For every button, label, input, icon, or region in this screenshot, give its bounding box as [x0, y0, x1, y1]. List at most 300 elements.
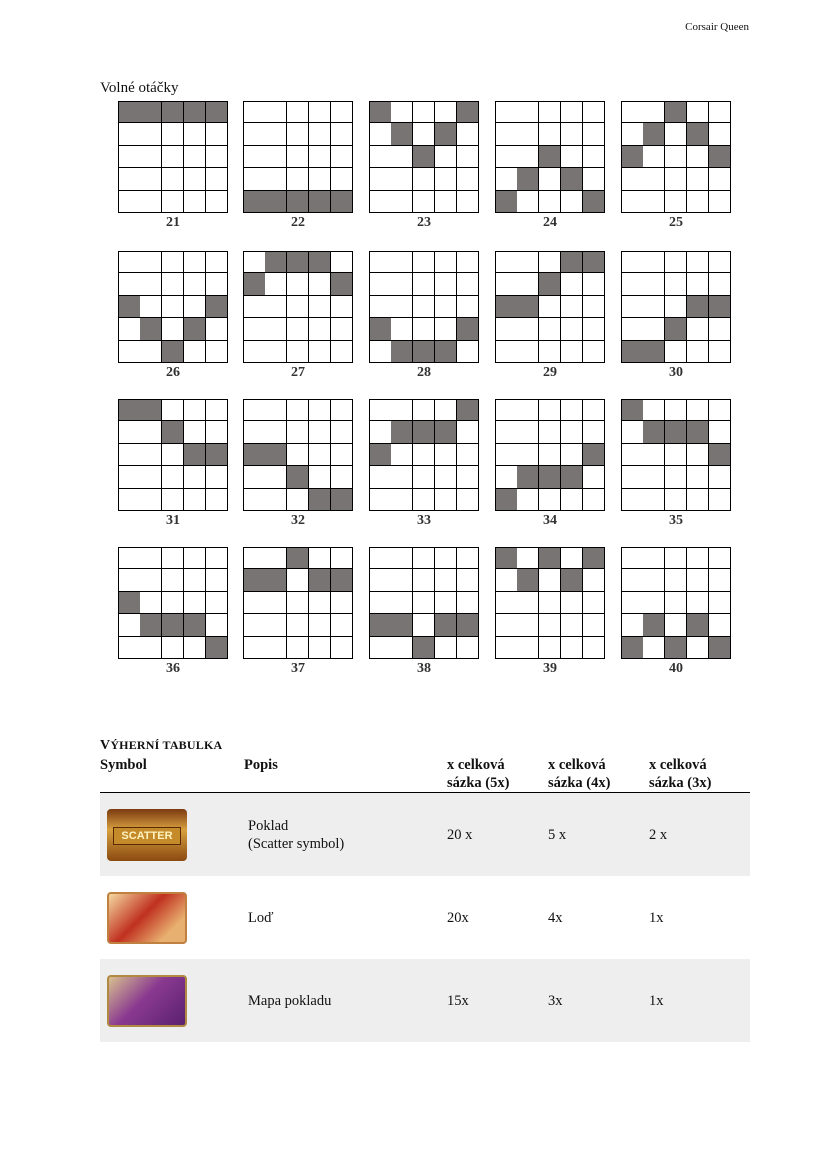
symbol-name: Poklad [248, 817, 289, 834]
payline-cell-active [184, 444, 206, 466]
payline-grid-39 [495, 547, 605, 659]
payline-cell [517, 273, 539, 295]
payline-cell [457, 191, 479, 213]
payline-cell-active [621, 146, 644, 168]
payline-cell-active [140, 614, 162, 636]
payline-cell-active [391, 123, 413, 145]
payline-cell-active [162, 421, 184, 443]
payline-cell-active [495, 191, 518, 213]
payline-cell-active [243, 273, 266, 295]
payline-cell [687, 637, 709, 659]
payline-cell [517, 146, 539, 168]
payline-cell [369, 466, 392, 488]
payline-cell-active [643, 123, 665, 145]
payline-cell [243, 489, 266, 511]
payline-cell [265, 101, 287, 123]
payline-cell [118, 168, 141, 190]
payline-cell [435, 318, 457, 340]
payline-cell [495, 637, 518, 659]
payline-cell [118, 489, 141, 511]
payline-cell [561, 341, 583, 363]
payline-cell-active [709, 296, 731, 318]
payline-cell [621, 168, 644, 190]
payline-cell [309, 101, 331, 123]
payline-cell [331, 146, 353, 168]
payline-cell-active [561, 466, 583, 488]
payline-cell [539, 191, 561, 213]
payline-cell-active [539, 146, 561, 168]
payline-cell [435, 273, 457, 295]
payline-cell [539, 489, 561, 511]
table-row [100, 959, 750, 1042]
payline-cell [265, 146, 287, 168]
payline-cell [391, 318, 413, 340]
payline-cell [391, 273, 413, 295]
payline-cell [413, 444, 435, 466]
payline-cell [369, 489, 392, 511]
payline-cell [517, 614, 539, 636]
payline-cell [561, 444, 583, 466]
payline-cell [331, 637, 353, 659]
payline-cell-active [391, 341, 413, 363]
payline-cell-active [517, 569, 539, 591]
payline-cell [517, 101, 539, 123]
payline-grid-21 [118, 101, 228, 213]
payline-cell [583, 466, 605, 488]
payline-cell [287, 444, 309, 466]
payline-cell [184, 592, 206, 614]
payline-cell-active [391, 614, 413, 636]
payline-number: 25 [669, 215, 683, 230]
payline-cell [162, 547, 184, 569]
payline-cell [495, 592, 518, 614]
payline-cell [495, 421, 518, 443]
payline-cell [665, 466, 687, 488]
payline-cell [539, 101, 561, 123]
payline-cell [687, 592, 709, 614]
payline-cell-active [184, 614, 206, 636]
payline-number: 35 [669, 513, 683, 528]
payline-cell [369, 168, 392, 190]
payline-cell-active [309, 569, 331, 591]
payline-cell-active [457, 399, 479, 421]
payline-cell [369, 296, 392, 318]
payline-cell [643, 101, 665, 123]
payline-cell [309, 614, 331, 636]
payline-number: 39 [543, 661, 557, 676]
payline-cell [265, 637, 287, 659]
payline-cell [162, 318, 184, 340]
payline-cell [539, 444, 561, 466]
payline-cell [118, 444, 141, 466]
payline-cell [643, 273, 665, 295]
payline-cell-active [435, 421, 457, 443]
payline-cell [184, 547, 206, 569]
payline-cell [665, 399, 687, 421]
payline-cell [457, 592, 479, 614]
payline-cell-active [621, 399, 644, 421]
payline-cell [539, 341, 561, 363]
payline-cell [687, 341, 709, 363]
payline-cell [709, 251, 731, 273]
payline-cell [621, 251, 644, 273]
payline-cell [206, 341, 228, 363]
col-description: Popis [244, 757, 278, 773]
payline-cell [517, 251, 539, 273]
payline-cell [118, 191, 141, 213]
payline-cell-active [435, 123, 457, 145]
payline-cell [621, 547, 644, 569]
payline-cell [287, 592, 309, 614]
payline-cell [265, 123, 287, 145]
payline-cell [643, 399, 665, 421]
payline-cell [206, 191, 228, 213]
payline-cell-active [243, 444, 266, 466]
payline-cell-active [140, 399, 162, 421]
payline-number: 38 [417, 661, 431, 676]
payline-cell [665, 296, 687, 318]
payline-cell [709, 168, 731, 190]
payline-cell [517, 421, 539, 443]
payline-cell [331, 592, 353, 614]
payline-cell [687, 466, 709, 488]
payline-cell [665, 489, 687, 511]
payline-cell-active [687, 296, 709, 318]
payline-cell [391, 637, 413, 659]
payline-grid-22 [243, 101, 353, 213]
payline-cell-active [206, 296, 228, 318]
payline-cell [495, 146, 518, 168]
payline-cell [331, 466, 353, 488]
payline-cell [583, 637, 605, 659]
payline-cell-active [517, 296, 539, 318]
payline-cell [687, 399, 709, 421]
payline-number: 23 [417, 215, 431, 230]
payline-cell [309, 341, 331, 363]
payline-cell [162, 273, 184, 295]
payline-cell [643, 637, 665, 659]
payline-cell [331, 123, 353, 145]
payline-cell [369, 399, 392, 421]
payline-cell [495, 399, 518, 421]
payline-cell [243, 592, 266, 614]
payline-cell [457, 466, 479, 488]
payline-grid-28 [369, 251, 479, 363]
payline-cell-active [162, 341, 184, 363]
payline-cell [435, 637, 457, 659]
payline-cell-active [457, 101, 479, 123]
payline-cell-active [118, 399, 141, 421]
payline-cell [435, 466, 457, 488]
payline-cell [309, 273, 331, 295]
payline-cell [265, 614, 287, 636]
payline-cell [583, 296, 605, 318]
payline-cell [309, 547, 331, 569]
payline-cell [435, 296, 457, 318]
payline-cell [413, 168, 435, 190]
payline-cell [331, 421, 353, 443]
payline-cell [206, 614, 228, 636]
paytable-title: VÝHERNÍ TABULKA [100, 738, 223, 753]
payline-cell-active [206, 101, 228, 123]
payline-cell [162, 146, 184, 168]
payline-cell-active [643, 614, 665, 636]
payline-cell [162, 123, 184, 145]
payline-cell [140, 444, 162, 466]
payline-cell [206, 569, 228, 591]
payline-cell [206, 466, 228, 488]
payline-cell [206, 146, 228, 168]
payline-cell [331, 318, 353, 340]
payline-grid-37 [243, 547, 353, 659]
payline-grid-34 [495, 399, 605, 511]
payline-cell-active [309, 489, 331, 511]
payline-cell [184, 168, 206, 190]
payline-cell [583, 592, 605, 614]
payline-cell [243, 123, 266, 145]
payline-cell-active [539, 466, 561, 488]
payline-cell [287, 296, 309, 318]
payline-cell [265, 421, 287, 443]
game-title: Corsair Queen [685, 21, 749, 33]
payline-cell [162, 444, 184, 466]
payline-cell [140, 296, 162, 318]
payline-cell [140, 421, 162, 443]
payline-cell-active [162, 614, 184, 636]
payline-cell [331, 614, 353, 636]
payline-cell [369, 592, 392, 614]
payline-cell [140, 489, 162, 511]
payline-cell [413, 614, 435, 636]
payline-cell [435, 191, 457, 213]
payline-cell [391, 101, 413, 123]
payline-cell [709, 273, 731, 295]
payline-cell [457, 444, 479, 466]
payline-cell [287, 341, 309, 363]
payline-cell [287, 168, 309, 190]
payline-cell [413, 569, 435, 591]
payline-cell [140, 168, 162, 190]
payline-cell [583, 614, 605, 636]
payline-cell [243, 251, 266, 273]
payline-cell [413, 489, 435, 511]
payline-cell-active [495, 296, 518, 318]
payline-cell [495, 444, 518, 466]
payline-cell [495, 273, 518, 295]
payline-cell-active [709, 637, 731, 659]
payline-cell [206, 547, 228, 569]
payline-cell [162, 296, 184, 318]
payline-cell [184, 341, 206, 363]
payline-cell [265, 489, 287, 511]
payline-cell [643, 191, 665, 213]
payline-cell [309, 592, 331, 614]
payline-cell [140, 569, 162, 591]
payline-number: 34 [543, 513, 557, 528]
payline-cell [539, 123, 561, 145]
payline-cell [309, 421, 331, 443]
payline-cell [184, 466, 206, 488]
payline-cell [643, 296, 665, 318]
payline-cell [517, 637, 539, 659]
payline-cell [561, 273, 583, 295]
payline-cell-active [287, 251, 309, 273]
payline-cell-active [369, 444, 392, 466]
payline-cell [709, 569, 731, 591]
payline-cell [369, 547, 392, 569]
payline-cell-active [369, 101, 392, 123]
payline-cell [665, 168, 687, 190]
payline-cell [118, 273, 141, 295]
payline-cell [206, 273, 228, 295]
payline-cell [391, 547, 413, 569]
payline-cell [561, 399, 583, 421]
payline-cell [265, 318, 287, 340]
payline-cell [162, 168, 184, 190]
payline-cell [118, 146, 141, 168]
payline-cell [413, 466, 435, 488]
payline-cell-active [621, 637, 644, 659]
payline-cell [665, 191, 687, 213]
payline-grid-30 [621, 251, 731, 363]
payline-cell [583, 341, 605, 363]
payline-cell [539, 592, 561, 614]
payline-cell [643, 466, 665, 488]
payline-cell [243, 146, 266, 168]
payline-cell [184, 399, 206, 421]
payline-cell [243, 296, 266, 318]
payline-cell [435, 168, 457, 190]
payline-cell [539, 637, 561, 659]
col-4x: x celková sázka (4x) [548, 757, 611, 791]
payline-cell [457, 489, 479, 511]
payline-cell [413, 399, 435, 421]
payline-cell [435, 146, 457, 168]
payline-cell [118, 569, 141, 591]
payline-cell [435, 489, 457, 511]
payline-cell [369, 191, 392, 213]
payline-cell [643, 146, 665, 168]
payline-cell [621, 123, 644, 145]
payline-cell [539, 569, 561, 591]
payline-cell-active [184, 101, 206, 123]
payline-cell-active [287, 191, 309, 213]
payline-cell [709, 614, 731, 636]
payline-cell-active [331, 273, 353, 295]
payline-cell [457, 569, 479, 591]
payout-4x: 4x [548, 909, 563, 926]
payline-cell [539, 318, 561, 340]
payline-cell [206, 251, 228, 273]
payline-cell [435, 101, 457, 123]
payline-cell [583, 168, 605, 190]
payline-cell [118, 318, 141, 340]
payline-cell [643, 251, 665, 273]
payline-cell [184, 421, 206, 443]
payline-cell [162, 637, 184, 659]
payline-cell [665, 569, 687, 591]
symbol-name: Loď [248, 909, 274, 926]
payline-cell [413, 318, 435, 340]
payline-cell [583, 123, 605, 145]
ship-icon [107, 892, 187, 944]
payline-cell-active [413, 146, 435, 168]
symbol-description [248, 817, 344, 853]
payline-number: 36 [166, 661, 180, 676]
payline-cell [369, 569, 392, 591]
payline-cell [287, 318, 309, 340]
payline-cell [687, 547, 709, 569]
payline-cell [561, 592, 583, 614]
treasure-map-icon [107, 975, 187, 1027]
payline-cell-active [331, 191, 353, 213]
payline-cell [643, 318, 665, 340]
payline-cell [140, 146, 162, 168]
payline-cell [517, 489, 539, 511]
payline-cell [435, 251, 457, 273]
payline-cell [287, 101, 309, 123]
payline-cell [643, 168, 665, 190]
payline-cell [665, 341, 687, 363]
payline-cell [413, 296, 435, 318]
payline-cell [539, 168, 561, 190]
payline-cell [435, 592, 457, 614]
payline-cell [495, 318, 518, 340]
payline-cell-active [665, 101, 687, 123]
payline-cell [495, 101, 518, 123]
payline-cell [517, 318, 539, 340]
payline-cell [539, 251, 561, 273]
payline-cell [118, 637, 141, 659]
payline-cell-active [561, 251, 583, 273]
payline-cell-active [583, 191, 605, 213]
payline-cell [643, 569, 665, 591]
payline-cell [665, 614, 687, 636]
payline-cell [561, 191, 583, 213]
payline-grid-23 [369, 101, 479, 213]
payline-cell [309, 399, 331, 421]
payline-cell [665, 273, 687, 295]
payline-cell-active [517, 466, 539, 488]
payline-cell [495, 614, 518, 636]
payline-cell-active [265, 191, 287, 213]
payline-cell [391, 466, 413, 488]
payline-cell [140, 123, 162, 145]
payline-cell-active [413, 637, 435, 659]
payline-cell [517, 547, 539, 569]
payline-cell [243, 341, 266, 363]
payline-cell-active [665, 318, 687, 340]
payline-cell [643, 547, 665, 569]
payline-cell [309, 296, 331, 318]
payout-4x: 3x [548, 992, 563, 1009]
payline-cell [495, 341, 518, 363]
payline-cell [495, 168, 518, 190]
payline-cell-active [265, 251, 287, 273]
payline-cell [665, 251, 687, 273]
payline-cell [665, 444, 687, 466]
payline-cell [287, 614, 309, 636]
payline-grid-33 [369, 399, 479, 511]
payline-cell-active [435, 341, 457, 363]
payline-cell-active [517, 168, 539, 190]
payline-cell [413, 547, 435, 569]
payline-cell [583, 569, 605, 591]
payline-cell [391, 251, 413, 273]
payline-cell [583, 399, 605, 421]
payline-cell [162, 251, 184, 273]
payline-cell [413, 191, 435, 213]
